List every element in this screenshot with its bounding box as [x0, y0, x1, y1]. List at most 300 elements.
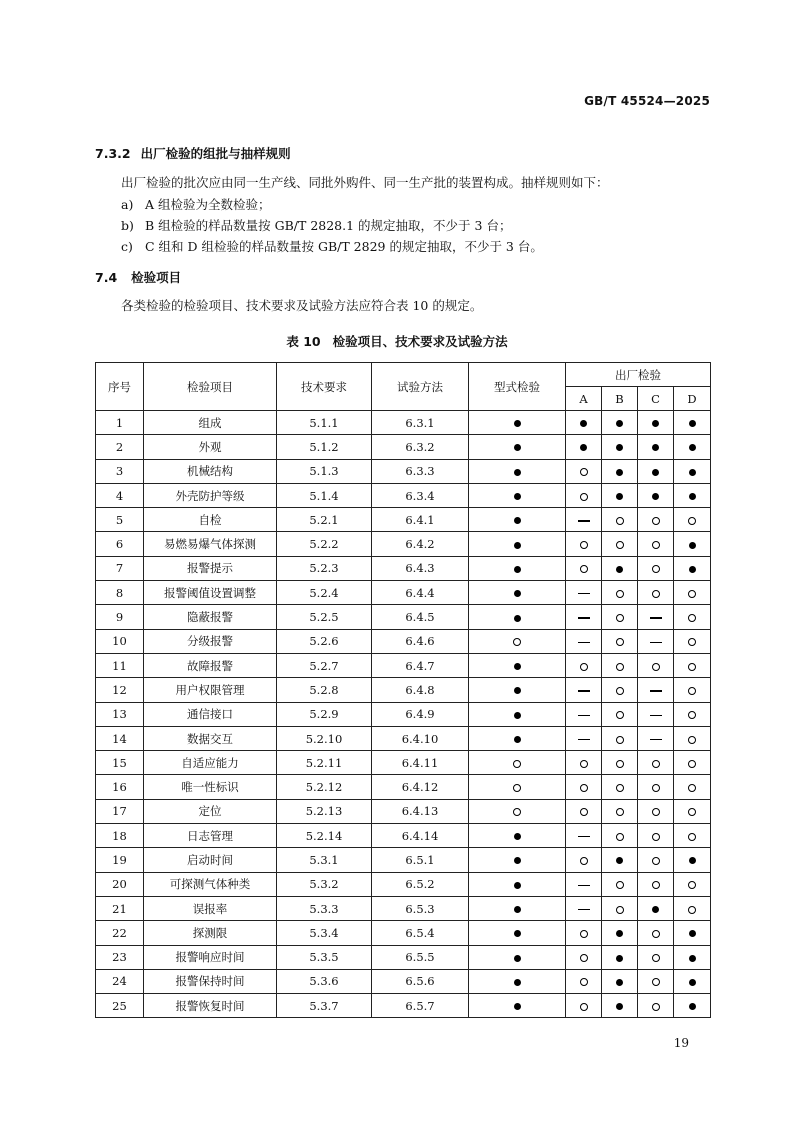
hollow-circle-mark: [652, 784, 660, 792]
cell-method: 6.5.5: [372, 945, 469, 969]
cell-group-a: [566, 921, 602, 945]
cell-group-a: [566, 848, 602, 872]
cell-group-c: [638, 896, 674, 920]
hollow-circle-mark: [580, 930, 588, 938]
cell-seq: 15: [96, 751, 144, 775]
hollow-circle-mark: [652, 565, 660, 573]
hollow-circle-mark: [652, 760, 660, 768]
table-row: [96, 653, 711, 677]
cell-method: 6.5.3: [372, 896, 469, 920]
cell-type-test: [469, 824, 566, 848]
cell-req: 5.3.2: [277, 872, 372, 896]
filled-dot-mark: [689, 930, 696, 937]
table-row: [96, 896, 711, 920]
list-marker: c): [121, 239, 133, 254]
cell-item: 报警响应时间: [144, 945, 277, 969]
cell-req: 5.3.7: [277, 994, 372, 1018]
dash-mark: [650, 642, 662, 643]
cell-item: 报警恢复时间: [144, 994, 277, 1018]
cell-group-c: [638, 751, 674, 775]
table-row: [96, 775, 711, 799]
cell-group-b: [602, 532, 638, 556]
cell-req: 5.2.2: [277, 532, 372, 556]
table-row: [96, 751, 711, 775]
filled-dot-mark: [514, 1003, 521, 1010]
cell-seq: 13: [96, 702, 144, 726]
cell-method: 6.4.10: [372, 726, 469, 750]
filled-dot-mark: [514, 566, 521, 573]
cell-seq: 4: [96, 483, 144, 507]
cell-item: 易燃易爆气体探测: [144, 532, 277, 556]
table-body: [96, 411, 711, 1018]
cell-group-b: [602, 799, 638, 823]
hollow-circle-mark: [513, 784, 521, 792]
cell-item: 报警提示: [144, 556, 277, 580]
cell-type-test: [469, 411, 566, 435]
cell-group-b: [602, 969, 638, 993]
cell-group-c: [638, 556, 674, 580]
cell-group-c: [638, 653, 674, 677]
cell-group-d: [674, 945, 711, 969]
table-row: [96, 483, 711, 507]
filled-dot-mark: [514, 687, 521, 694]
cell-method: 6.4.14: [372, 824, 469, 848]
cell-item: 外观: [144, 435, 277, 459]
hollow-circle-mark: [688, 711, 696, 719]
cell-item: 外壳防护等级: [144, 483, 277, 507]
cell-group-d: [674, 921, 711, 945]
cell-req: 5.3.3: [277, 896, 372, 920]
cell-group-c: [638, 483, 674, 507]
dash-mark: [578, 909, 590, 910]
cell-seq: 9: [96, 605, 144, 629]
cell-req: 5.1.2: [277, 435, 372, 459]
cell-group-a: [566, 896, 602, 920]
cell-type-test: [469, 483, 566, 507]
cell-group-b: [602, 726, 638, 750]
cell-group-c: [638, 726, 674, 750]
cell-group-c: [638, 508, 674, 532]
cell-group-d: [674, 581, 711, 605]
cell-seq: 23: [96, 945, 144, 969]
cell-item: 自适应能力: [144, 751, 277, 775]
cell-req: 5.2.3: [277, 556, 372, 580]
header-group-a: A: [566, 387, 602, 411]
filled-dot-mark: [616, 566, 623, 573]
cell-item: 启动时间: [144, 848, 277, 872]
section-heading-7-4: [95, 268, 181, 286]
cell-req: 5.2.14: [277, 824, 372, 848]
cell-group-b: [602, 751, 638, 775]
hollow-circle-mark: [688, 906, 696, 914]
hollow-circle-mark: [616, 736, 624, 744]
cell-group-b: [602, 629, 638, 653]
section-title: 检验项目: [131, 270, 182, 285]
list-item-a: [121, 195, 271, 215]
cell-item: 用户权限管理: [144, 678, 277, 702]
cell-item: 通信接口: [144, 702, 277, 726]
hollow-circle-mark: [616, 663, 624, 671]
table-row: [96, 411, 711, 435]
cell-group-b: [602, 459, 638, 483]
filled-dot-mark: [652, 469, 659, 476]
cell-group-a: [566, 945, 602, 969]
filled-dot-mark: [689, 469, 696, 476]
cell-method: 6.5.2: [372, 872, 469, 896]
filled-dot-mark: [689, 857, 696, 864]
cell-req: 5.2.12: [277, 775, 372, 799]
cell-seq: 21: [96, 896, 144, 920]
hollow-circle-mark: [616, 808, 624, 816]
cell-seq: 19: [96, 848, 144, 872]
cell-group-a: [566, 532, 602, 556]
cell-method: 6.4.12: [372, 775, 469, 799]
filled-dot-mark: [689, 1003, 696, 1010]
cell-type-test: [469, 751, 566, 775]
cell-type-test: [469, 775, 566, 799]
cell-group-d: [674, 678, 711, 702]
filled-dot-mark: [652, 906, 659, 913]
cell-type-test: [469, 921, 566, 945]
hollow-circle-mark: [688, 687, 696, 695]
table-row: [96, 872, 711, 896]
cell-seq: 5: [96, 508, 144, 532]
cell-group-d: [674, 848, 711, 872]
cell-req: 5.2.6: [277, 629, 372, 653]
cell-group-b: [602, 945, 638, 969]
cell-group-c: [638, 799, 674, 823]
section-title: 出厂检验的组批与抽样规则: [140, 146, 291, 161]
table-row: [96, 459, 711, 483]
table-row: [96, 921, 711, 945]
filled-dot-mark: [616, 420, 623, 427]
cell-method: 6.3.4: [372, 483, 469, 507]
hollow-circle-mark: [688, 760, 696, 768]
cell-group-d: [674, 459, 711, 483]
hollow-circle-mark: [513, 638, 521, 646]
hollow-circle-mark: [652, 930, 660, 938]
hollow-circle-mark: [513, 808, 521, 816]
hollow-circle-mark: [652, 954, 660, 962]
hollow-circle-mark: [580, 857, 588, 865]
hollow-circle-mark: [688, 808, 696, 816]
filled-dot-mark: [514, 857, 521, 864]
filled-dot-mark: [514, 517, 521, 524]
cell-group-c: [638, 702, 674, 726]
cell-req: 5.2.11: [277, 751, 372, 775]
cell-method: 6.3.3: [372, 459, 469, 483]
cell-group-d: [674, 605, 711, 629]
dash-mark: [578, 520, 590, 521]
table-row: [96, 581, 711, 605]
cell-group-d: [674, 629, 711, 653]
filled-dot-mark: [652, 493, 659, 500]
hollow-circle-mark: [616, 906, 624, 914]
cell-group-c: [638, 629, 674, 653]
cell-type-test: [469, 653, 566, 677]
cell-type-test: [469, 799, 566, 823]
hollow-circle-mark: [616, 590, 624, 598]
header-seq: 序号: [96, 363, 144, 411]
cell-item: 日志管理: [144, 824, 277, 848]
filled-dot-mark: [514, 615, 521, 622]
cell-seq: 11: [96, 653, 144, 677]
cell-req: 5.3.4: [277, 921, 372, 945]
cell-type-test: [469, 581, 566, 605]
hollow-circle-mark: [616, 638, 624, 646]
cell-group-d: [674, 483, 711, 507]
cell-group-b: [602, 508, 638, 532]
filled-dot-mark: [514, 542, 521, 549]
dash-mark: [578, 739, 590, 740]
cell-seq: 8: [96, 581, 144, 605]
dash-mark: [578, 642, 590, 643]
list-text: A 组检验为全数检验；: [145, 197, 271, 212]
table-row: [96, 726, 711, 750]
table-row: [96, 605, 711, 629]
cell-req: 5.1.4: [277, 483, 372, 507]
cell-group-c: [638, 435, 674, 459]
cell-group-d: [674, 799, 711, 823]
hollow-circle-mark: [652, 978, 660, 986]
hollow-circle-mark: [652, 808, 660, 816]
filled-dot-mark: [689, 444, 696, 451]
cell-seq: 12: [96, 678, 144, 702]
cell-method: 6.5.7: [372, 994, 469, 1018]
hollow-circle-mark: [688, 663, 696, 671]
filled-dot-mark: [514, 930, 521, 937]
header-requirement: 技术要求: [277, 363, 372, 411]
filled-dot-mark: [689, 955, 696, 962]
cell-type-test: [469, 702, 566, 726]
cell-item: 隐蔽报警: [144, 605, 277, 629]
cell-group-b: [602, 848, 638, 872]
cell-type-test: [469, 872, 566, 896]
filled-dot-mark: [514, 833, 521, 840]
hollow-circle-mark: [688, 590, 696, 598]
cell-group-a: [566, 653, 602, 677]
hollow-circle-mark: [616, 541, 624, 549]
table-row: [96, 994, 711, 1018]
cell-group-b: [602, 411, 638, 435]
hollow-circle-mark: [580, 808, 588, 816]
dash-mark: [578, 593, 590, 594]
filled-dot-mark: [514, 469, 521, 476]
cell-group-c: [638, 459, 674, 483]
cell-req: 5.2.1: [277, 508, 372, 532]
cell-group-a: [566, 994, 602, 1018]
cell-group-c: [638, 678, 674, 702]
dash-mark: [578, 690, 590, 691]
cell-group-c: [638, 532, 674, 556]
cell-method: 6.4.7: [372, 653, 469, 677]
cell-group-d: [674, 726, 711, 750]
cell-group-c: [638, 824, 674, 848]
table-row: [96, 532, 711, 556]
hollow-circle-mark: [616, 711, 624, 719]
hollow-circle-mark: [688, 881, 696, 889]
cell-group-a: [566, 872, 602, 896]
hollow-circle-mark: [652, 857, 660, 865]
cell-method: 6.4.4: [372, 581, 469, 605]
hollow-circle-mark: [580, 1003, 588, 1011]
dash-mark: [650, 715, 662, 716]
cell-seq: 7: [96, 556, 144, 580]
cell-type-test: [469, 726, 566, 750]
cell-group-d: [674, 751, 711, 775]
hollow-circle-mark: [688, 736, 696, 744]
cell-group-c: [638, 605, 674, 629]
cell-req: 5.2.5: [277, 605, 372, 629]
cell-group-a: [566, 435, 602, 459]
cell-group-b: [602, 556, 638, 580]
header-item: 检验项目: [144, 363, 277, 411]
filled-dot-mark: [616, 444, 623, 451]
cell-req: 5.2.9: [277, 702, 372, 726]
cell-group-c: [638, 921, 674, 945]
filled-dot-mark: [514, 955, 521, 962]
cell-group-a: [566, 969, 602, 993]
cell-method: 6.5.6: [372, 969, 469, 993]
cell-type-test: [469, 896, 566, 920]
cell-group-d: [674, 872, 711, 896]
dash-mark: [650, 690, 662, 691]
table-row: [96, 799, 711, 823]
cell-type-test: [469, 605, 566, 629]
page-number: 19: [673, 1036, 689, 1050]
list-item-c: [121, 237, 543, 257]
sampling-intro-paragraph: 出厂检验的批次应由同一生产线、同批外购件、同一生产批的装置构成。抽样规则如下：: [121, 175, 609, 190]
cell-seq: 18: [96, 824, 144, 848]
cell-group-a: [566, 702, 602, 726]
filled-dot-mark: [514, 444, 521, 451]
filled-dot-mark: [616, 493, 623, 500]
cell-type-test: [469, 508, 566, 532]
cell-req: 5.2.4: [277, 581, 372, 605]
header-type-test: 型式检验: [469, 363, 566, 411]
cell-group-d: [674, 508, 711, 532]
table-row: [96, 678, 711, 702]
cell-req: 5.1.1: [277, 411, 372, 435]
cell-item: 唯一性标识: [144, 775, 277, 799]
section-number: 7.3.2: [95, 146, 131, 161]
list-text: C 组和 D 组检验的样品数量按 GB/T 2829 的规定抽取，不少于 3 台。: [145, 239, 543, 254]
cell-group-b: [602, 483, 638, 507]
hollow-circle-mark: [652, 541, 660, 549]
cell-item: 报警阈值设置调整: [144, 581, 277, 605]
cell-type-test: [469, 532, 566, 556]
cell-item: 定位: [144, 799, 277, 823]
cell-group-a: [566, 483, 602, 507]
cell-group-a: [566, 556, 602, 580]
section-number: 7.4: [95, 270, 118, 285]
table-title: 检验项目、技术要求及试验方法: [332, 334, 508, 349]
table-row: [96, 945, 711, 969]
cell-group-d: [674, 435, 711, 459]
cell-method: 6.4.11: [372, 751, 469, 775]
cell-seq: 22: [96, 921, 144, 945]
cell-method: 6.4.5: [372, 605, 469, 629]
cell-req: 5.2.10: [277, 726, 372, 750]
cell-group-b: [602, 581, 638, 605]
cell-method: 6.4.1: [372, 508, 469, 532]
document-code: GB/T 45524—2025: [584, 94, 710, 108]
cell-group-a: [566, 605, 602, 629]
filled-dot-mark: [689, 493, 696, 500]
hollow-circle-mark: [616, 614, 624, 622]
hollow-circle-mark: [616, 784, 624, 792]
cell-group-d: [674, 775, 711, 799]
dash-mark: [578, 617, 590, 618]
hollow-circle-mark: [580, 784, 588, 792]
cell-method: 6.3.2: [372, 435, 469, 459]
filled-dot-mark: [689, 542, 696, 549]
cell-group-b: [602, 921, 638, 945]
cell-group-d: [674, 702, 711, 726]
cell-group-d: [674, 994, 711, 1018]
cell-group-d: [674, 824, 711, 848]
cell-group-b: [602, 653, 638, 677]
filled-dot-mark: [514, 493, 521, 500]
cell-group-c: [638, 969, 674, 993]
cell-seq: 6: [96, 532, 144, 556]
cell-group-d: [674, 556, 711, 580]
hollow-circle-mark: [616, 833, 624, 841]
table-row: [96, 508, 711, 532]
cell-method: 6.4.9: [372, 702, 469, 726]
filled-dot-mark: [580, 420, 587, 427]
filled-dot-mark: [514, 590, 521, 597]
table-row: [96, 848, 711, 872]
hollow-circle-mark: [580, 565, 588, 573]
cell-req: 5.3.1: [277, 848, 372, 872]
dash-mark: [650, 739, 662, 740]
cell-group-a: [566, 581, 602, 605]
dash-mark: [650, 617, 662, 618]
cell-item: 报警保持时间: [144, 969, 277, 993]
cell-group-c: [638, 411, 674, 435]
cell-seq: 14: [96, 726, 144, 750]
header-group-d: D: [674, 387, 711, 411]
hollow-circle-mark: [652, 663, 660, 671]
cell-item: 可探测气体种类: [144, 872, 277, 896]
filled-dot-mark: [616, 955, 623, 962]
cell-group-b: [602, 702, 638, 726]
hollow-circle-mark: [652, 881, 660, 889]
cell-seq: 24: [96, 969, 144, 993]
cell-method: 6.4.2: [372, 532, 469, 556]
hollow-circle-mark: [513, 760, 521, 768]
filled-dot-mark: [652, 420, 659, 427]
cell-item: 误报率: [144, 896, 277, 920]
cell-group-b: [602, 896, 638, 920]
cell-item: 探测限: [144, 921, 277, 945]
cell-seq: 2: [96, 435, 144, 459]
hollow-circle-mark: [688, 833, 696, 841]
cell-type-test: [469, 556, 566, 580]
filled-dot-mark: [514, 906, 521, 913]
cell-type-test: [469, 848, 566, 872]
cell-group-a: [566, 459, 602, 483]
inspection-items-paragraph: 各类检验的检验项目、技术要求及试验方法应符合表 10 的规定。: [121, 298, 483, 313]
cell-seq: 10: [96, 629, 144, 653]
cell-group-b: [602, 605, 638, 629]
table-row: [96, 556, 711, 580]
cell-req: 5.3.5: [277, 945, 372, 969]
section-heading-7-3-2: [95, 144, 291, 162]
filled-dot-mark: [514, 882, 521, 889]
cell-group-c: [638, 994, 674, 1018]
